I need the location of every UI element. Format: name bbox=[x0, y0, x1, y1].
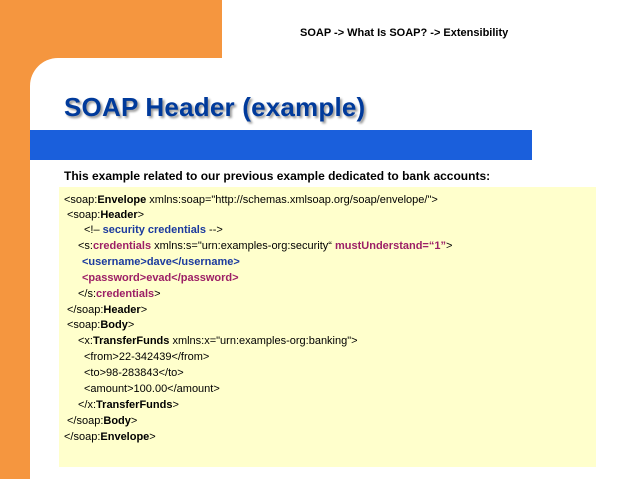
breadcrumb: SOAP -> What Is SOAP? -> Extensibility bbox=[300, 27, 509, 39]
code-line-envelope-close: </soap:Envelope> bbox=[64, 431, 156, 443]
code-line-envelope-open: <soap:Envelope xmlns:soap="http://schemas.xmlsoap.org/soap/envelope/"> bbox=[64, 194, 438, 206]
code-line-username: <username>dave</username> bbox=[82, 256, 240, 268]
code-line-header-open: <soap:Header> bbox=[67, 209, 145, 221]
code-line-header-close: </soap:Header> bbox=[67, 304, 148, 316]
orange-left-strip bbox=[0, 99, 30, 479]
code-line-comment: <!– security credentials --> bbox=[84, 224, 223, 236]
code-line-password: <password>evad</password> bbox=[82, 272, 239, 284]
slide-title: SOAP Header (example) bbox=[64, 92, 366, 122]
code-line-credentials-close: </s:credentials> bbox=[78, 288, 161, 300]
intro-text: This example related to our previous example dedicated to bank accounts: bbox=[64, 169, 491, 183]
code-line-body-open: <soap:Body> bbox=[67, 319, 135, 331]
code-line-credentials-open: <s:credentials xmlns:s="urn:examples-org:security“ mustUnderstand=“1”> bbox=[78, 240, 453, 252]
code-line-transferfunds-open: <x:TransferFunds xmlns:x="urn:examples-org:banking"> bbox=[78, 335, 358, 347]
title-underline-bar bbox=[30, 130, 532, 160]
code-line-amount: <amount>100.00</amount> bbox=[84, 383, 220, 395]
code-block bbox=[59, 187, 596, 467]
code-line-from: <from>22-342439</from> bbox=[84, 351, 210, 363]
code-line-transferfunds-close: </x:TransferFunds> bbox=[78, 399, 179, 411]
code-line-body-close: </soap:Body> bbox=[67, 415, 138, 427]
code-line-to: <to>98-283843</to> bbox=[84, 367, 184, 379]
